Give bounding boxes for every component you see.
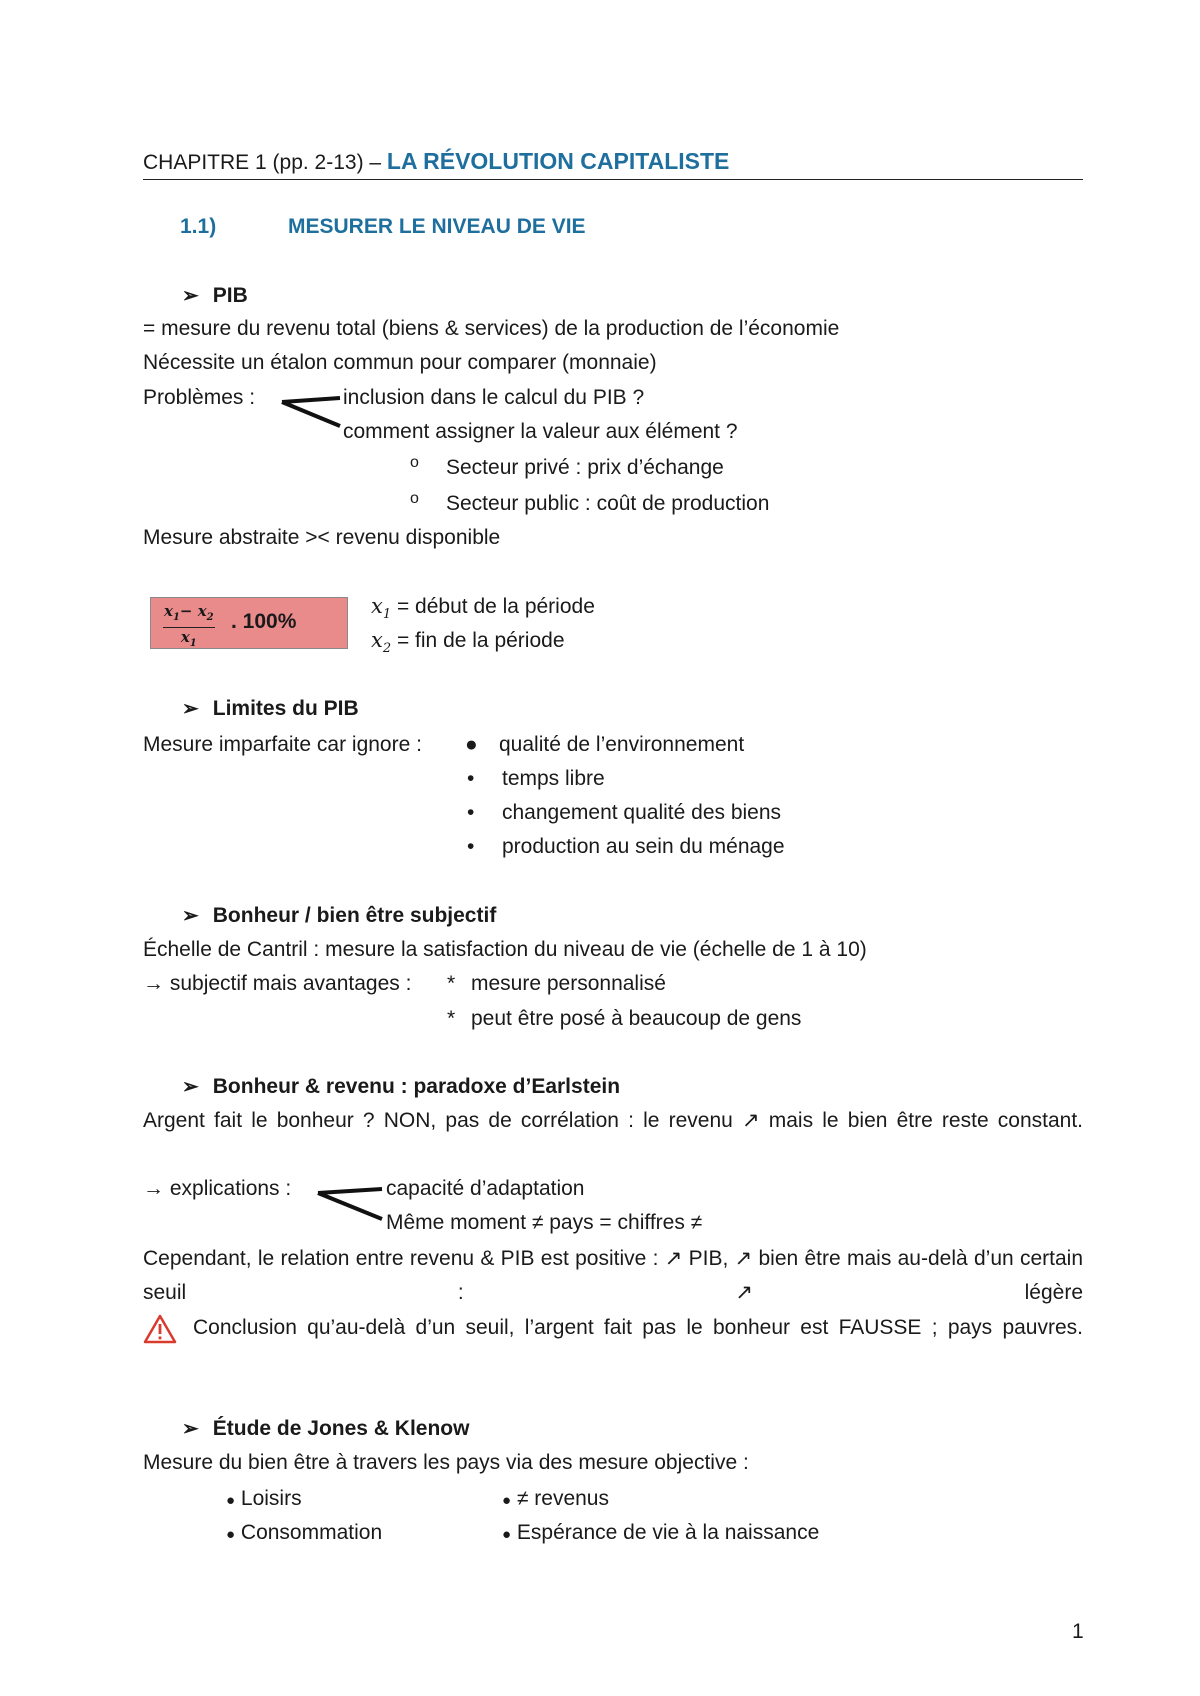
- limites-intro: Mesure imparfaite car ignore :: [143, 733, 422, 756]
- pib-heading-text: PIB: [212, 284, 248, 307]
- x2-definition-text: = fin de la période: [391, 629, 565, 652]
- x2-definition: [371, 627, 565, 662]
- x2-symbol: $x_2$: [371, 628, 392, 657]
- jones-col2-item-2: [502, 1520, 819, 1548]
- limites-heading: [182, 696, 359, 722]
- jones-col1-item-2: [226, 1520, 382, 1548]
- asterisk-bullet-icon: *: [447, 1007, 456, 1030]
- problem-2: comment assigner la valeur aux élément ?: [343, 420, 738, 443]
- paradoxe-heading-text: Bonheur & revenu : paradoxe d’Earlstein: [212, 1075, 621, 1098]
- sub-bullet-icon: o: [410, 490, 419, 507]
- jones-col1-item-1: [226, 1486, 302, 1514]
- x1-definition-text: = début de la période: [391, 595, 595, 618]
- bullet-icon: •: [467, 767, 475, 790]
- jones-col1-text-2: Consommation: [240, 1521, 383, 1544]
- paradoxe-heading: [182, 1074, 620, 1100]
- jones-heading: [182, 1416, 469, 1442]
- bullet-icon: ●: [502, 1526, 512, 1543]
- sub-item-2: Secteur public : coût de production: [446, 492, 770, 515]
- formula-numerator: $x_1- x_2$: [163, 602, 215, 628]
- bullet-icon: ●: [226, 1526, 236, 1543]
- bullet-icon: ●: [465, 733, 478, 756]
- advantage-2: peut être posé à beaucoup de gens: [471, 1007, 802, 1030]
- advantage-1: mesure personnalisé: [471, 972, 666, 995]
- limites-item-1: qualité de l’environnement: [499, 733, 745, 756]
- bullet-icon: •: [467, 835, 475, 858]
- sub-item-1: Secteur privé : prix d’échange: [446, 456, 724, 479]
- paradoxe-paragraph-2: Cependant, le relation entre revenu & PIB est positive : ↗ PIB, ↗ bien être mais au-delà d’un certain seuil : ↗ légère: [143, 1247, 1083, 1304]
- section-number: 1.1): [180, 215, 217, 238]
- explication-2: Même moment ≠ pays = chiffres ≠: [386, 1211, 703, 1234]
- jones-col2-item-1: [502, 1486, 609, 1514]
- problems-label: Problèmes :: [143, 386, 256, 409]
- jones-col2-text-2: Espérance de vie à la naissance: [516, 1521, 820, 1544]
- arrowhead-bullet-icon: ➢: [182, 1076, 199, 1098]
- asterisk-bullet-icon: *: [447, 972, 456, 995]
- bonheur-line-1: Échelle de Cantril : mesure la satisfaction du niveau de vie (échelle de 1 à 10): [143, 938, 867, 961]
- bonheur-heading-text: Bonheur / bien être subjectif: [212, 904, 497, 927]
- limites-item-3: changement qualité des biens: [502, 801, 782, 824]
- jones-heading-text: Étude de Jones & Klenow: [212, 1417, 470, 1440]
- brace-arrow-icon: [316, 1187, 386, 1223]
- x1-definition: [371, 593, 595, 628]
- section-title: MESURER LE NIVEAU DE VIE: [288, 215, 586, 238]
- limites-item-4: production au sein du ménage: [502, 835, 785, 858]
- arrowhead-bullet-icon: ➢: [182, 698, 199, 720]
- chapter-label: CHAPITRE 1 (pp. 2-13) –: [143, 151, 387, 174]
- brace-arrow-icon: [280, 396, 344, 430]
- page-number: 1: [1072, 1620, 1084, 1643]
- formula-denominator: $x_1$: [180, 628, 197, 649]
- bullet-icon: ●: [502, 1492, 512, 1509]
- header-divider: [143, 179, 1083, 180]
- pib-line-3: Mesure abstraite >< revenu disponible: [143, 526, 501, 549]
- bullet-icon: •: [467, 801, 475, 824]
- sub-bullet-icon: o: [410, 454, 419, 471]
- bonheur-line-2: → subjectif mais avantages :: [143, 972, 412, 995]
- pib-heading: [182, 283, 248, 309]
- pib-line-1: = mesure du revenu total (biens & services) de la production de l’économie: [143, 317, 840, 340]
- formula-multiplier: . 100%: [231, 610, 297, 633]
- x1-symbol: $x_1$: [371, 594, 392, 623]
- formula-fraction: [163, 602, 215, 653]
- limites-heading-text: Limites du PIB: [212, 697, 359, 720]
- arrowhead-bullet-icon: ➢: [182, 285, 199, 307]
- jones-col1-text-1: Loisirs: [240, 1487, 302, 1510]
- limites-item-2: temps libre: [502, 767, 605, 790]
- paradoxe-paragraph-1: Argent fait le bonheur ? NON, pas de corrélation : le revenu ↗ mais le bien être reste constant.: [143, 1109, 1083, 1132]
- arrowhead-bullet-icon: ➢: [182, 1418, 199, 1440]
- jones-intro: Mesure du bien être à travers les pays via des mesure objective :: [143, 1451, 749, 1474]
- jones-col2-text-1: ≠ revenus: [516, 1487, 609, 1510]
- warning-paragraph: Conclusion qu’au-delà d’un seuil, l’argent fait pas le bonheur est FAUSSE ; pays pauvres.: [193, 1316, 1083, 1339]
- explication-1: capacité d’adaptation: [386, 1177, 585, 1200]
- growth-formula-box: [150, 597, 348, 649]
- bullet-icon: ●: [226, 1492, 236, 1509]
- explications-label: → explications :: [143, 1177, 292, 1200]
- arrowhead-bullet-icon: ➢: [182, 905, 199, 927]
- chapter-header: [143, 148, 729, 176]
- pib-line-2: Nécessite un étalon commun pour comparer (monnaie): [143, 351, 657, 374]
- bonheur-heading: [182, 903, 496, 929]
- problem-1: inclusion dans le calcul du PIB ?: [343, 386, 645, 409]
- chapter-title: LA RÉVOLUTION CAPITALISTE: [386, 148, 730, 174]
